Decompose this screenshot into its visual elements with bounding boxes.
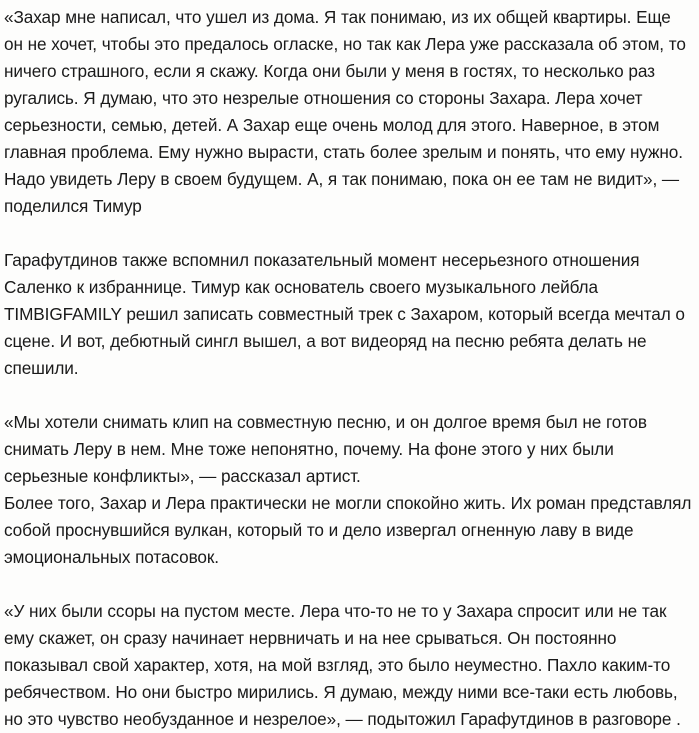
article-paragraph-1: «Захар мне написал, что ушел из дома. Я так понимаю, из их общей квартиры. Еще он не хочет, чтобы это предалось огласке, но так как Лера уже рассказала об этом, то ничего страшного, если я скажу. Когда они были у меня в гостях, то несколько раз ругались. Я думаю, что это незрелые отношения со стороны Захара. Лера хочет серьезности, семью, детей. А Захар еще очень молод для этого. Наверное, в этом главная проблема. Ему нужно вырасти, стать более зрелым и понять, что ему нужно. Надо увидеть Леру в своем будущем. А, я так понимаю, пока он ее там не видит», — поделился Тимур [4,7,686,216]
article-paragraph-2: Гарафутдинов также вспомнил показательный момент несерьезного отношения Саленко к избраннице. Тимур как основатель своего музыкального лейбла TIMBIGFAMILY решил записать совместный трек с Захаром, который всегда мечтал о сцене. И вот, дебютный сингл вышел, а вот видеоряд на песню ребята делать не спешили. [4,250,685,378]
article-paragraph-3: «Мы хотели снимать клип на совместную песню, и он долгое время был не готов снимать Леру в нем. Мне тоже непонятно, почему. На фоне этого у них были серьезные конфликты», — рассказал артист. [4,412,647,486]
article-paragraph-5: «У них были ссоры на пустом месте. Лера что-то не то у Захара спросит или не так ему скажет, он сразу начинает нервничать и на нее срываться. Он постоянно показывал свой характер, хотя, на мой взгляд, это было неуместно. Пахло каким-то ребячеством. Но они быстро мирились. Я думаю, между ними все-таки есть любовь, но это чувство необузданное и незрелое», — подытожил Гарафутдинов в разговоре . [4,601,681,729]
article-paragraph-4: Более того, Захар и Лера практически не могли спокойно жить. Их роман представлял собой проснувшийся вулкан, который то и дело извергал огненную лаву в виде эмоциональных потасовок. [4,493,692,567]
